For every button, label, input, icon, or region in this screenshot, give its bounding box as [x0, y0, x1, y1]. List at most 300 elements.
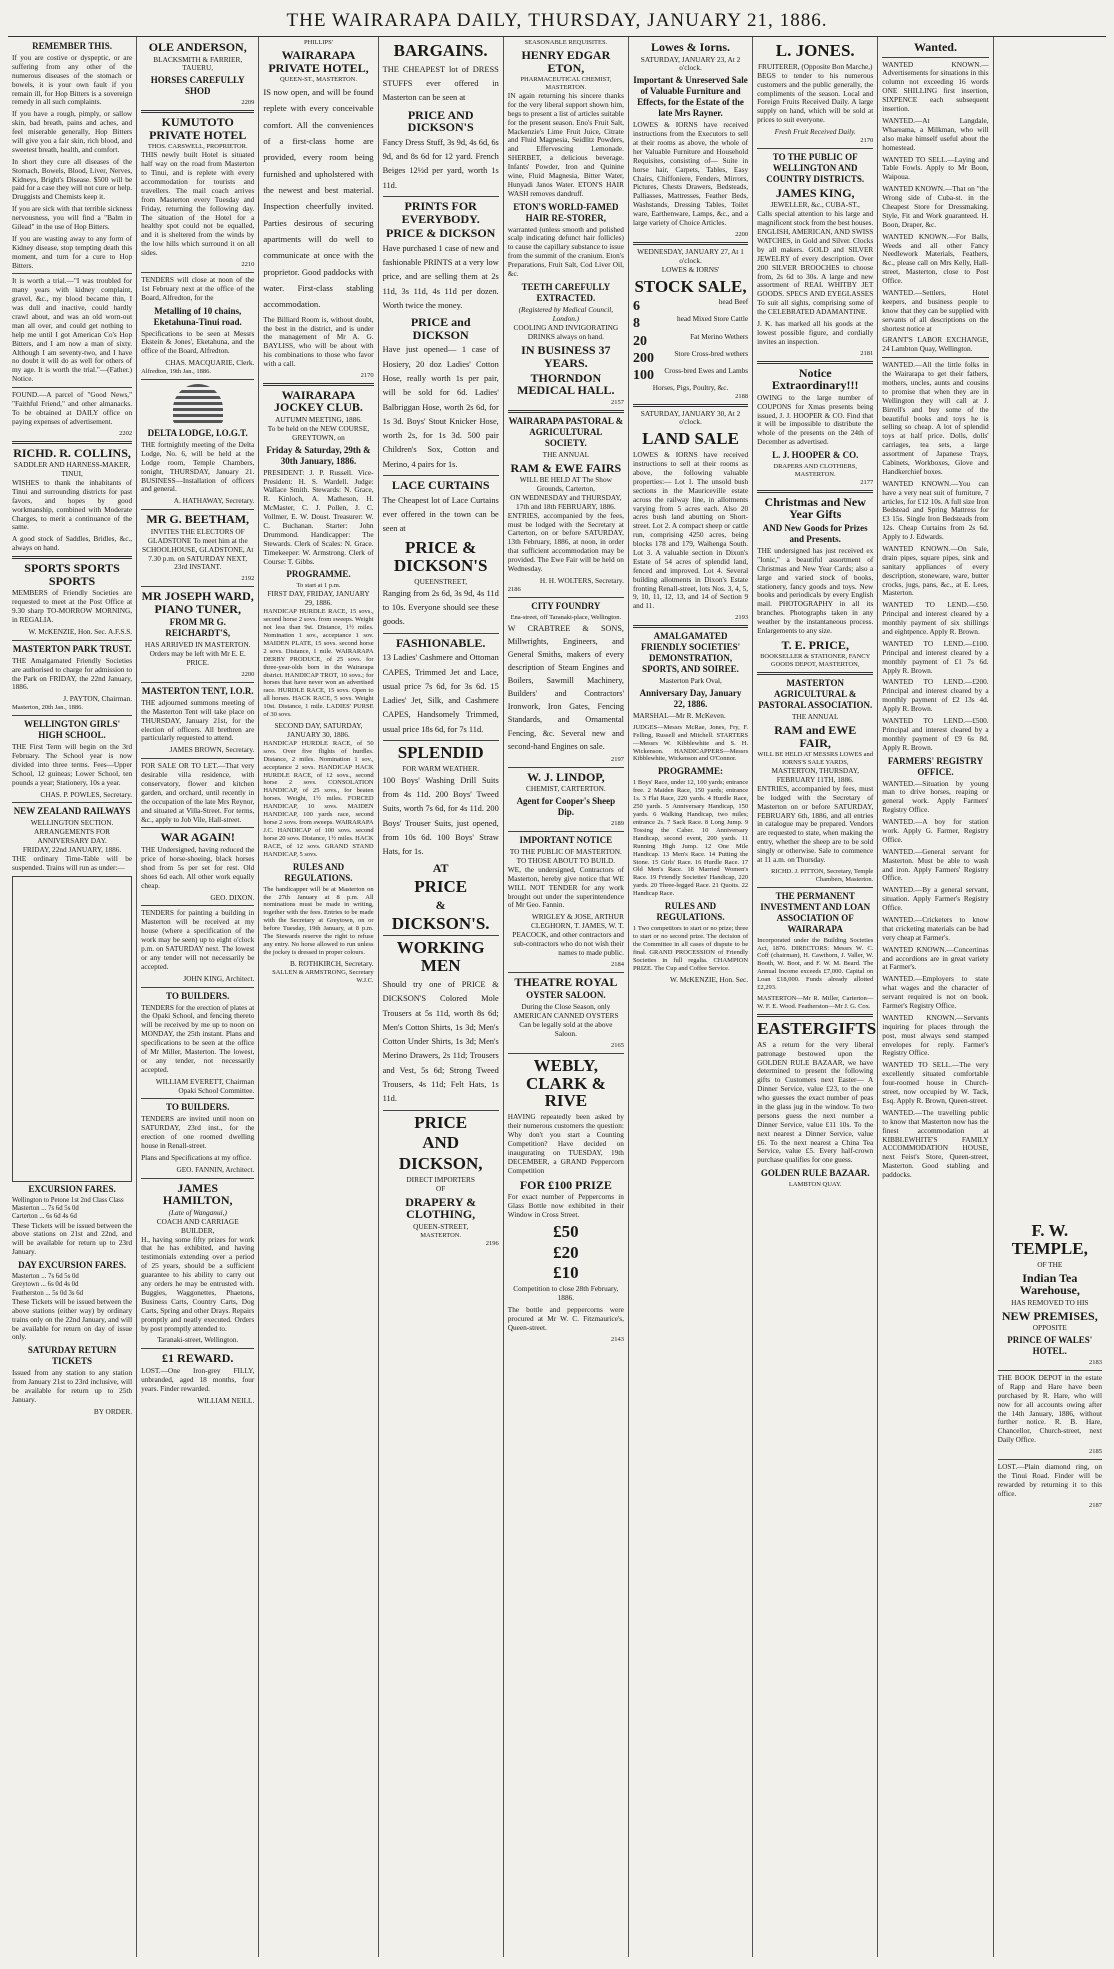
- wanted-3: WANTED TO SELL.—Laying and Table Fowls. Apply to Mr Boon, Waipoua.: [882, 154, 989, 182]
- annual-label: THE ANNUAL: [542, 449, 590, 459]
- railways-arrangements: ARRANGEMENTS FOR ANNIVERSARY DAY.: [34, 827, 111, 846]
- mapa-where: WILL BE HELD AT MESSRS LOWES and IORNS'S SALE YARDS,: [757, 751, 873, 767]
- notice-extraordinary-body: OWING to the large number of COUPONS for Xmas presents being issued, J. J. HOOPER & CO. Find that it will be impossible to distribute the whole of the presents on the 24th of December as advertised.: [757, 392, 874, 447]
- removed-label: HAS REMOVED TO HIS: [1011, 1297, 1089, 1307]
- stock-number: 2188: [735, 392, 749, 400]
- stock-row-5: [633, 367, 748, 384]
- land-sale-heading: LAND SALE: [642, 429, 739, 449]
- park-trust-body: THE Amalgamated Friendly Societies are authorised to charge for admission to the Park on FRIDAY, the 22nd January, 1886.: [12, 655, 133, 692]
- day-excursion-row-1: Masterton ... 7s 6d 5s 0d: [12, 1273, 79, 1281]
- golden-rule-address: LAMBTON QUAY.: [788, 1181, 842, 1189]
- foundry-address: Ena-street, off Taranaki-place, Wellington.: [510, 613, 622, 621]
- railways-section: WELLINGTON SECTION.: [30, 818, 114, 828]
- ward-heading: MR JOSEPH WARD, PIANO TUNER,: [141, 589, 254, 616]
- tender-heading: Metalling of 10 chains, Eketahuna-Tinui road.: [153, 305, 242, 327]
- hooper-heading: L. J. HOOPER & CO.: [772, 450, 859, 461]
- lindop-heading: W. J. LINDOP,: [527, 769, 605, 784]
- wanted-10: WANTED TO LEND.—£50. Principal and interest cleared by a monthly payment of six shillings and eightpence. Apply R. Brown.: [882, 600, 989, 637]
- wanted-11: WANTED TO LEND.—£100. Principal and interest cleared by a monthly payment of £1 7s 6d. Apply R. Brown.: [882, 638, 989, 675]
- railways-date: FRIDAY, 22nd JANUARY, 1886.: [22, 845, 122, 855]
- upper-blank: [998, 39, 1102, 1219]
- private-hotel-heading: WAIRARAPA PRIVATE HOTEL,: [268, 47, 369, 75]
- book-depot-number: 2185: [1088, 1448, 1102, 1456]
- ole-anderson-body: HORSES CAREFULLY SHOD: [150, 75, 245, 97]
- registered: (Registered by Medical Council, London.): [518, 304, 614, 323]
- xmas-body: THE undersigned has just received ex "Ionic," a beautiful assortment of Christmas and New Year Cards; also a large and varied stock of books, stationery, fancy goods and toys. New books and periodicals by every English mail. PHOTOGRAPHY in all its branches. Photographs taken in any weather by the instantaneous process. Enlargements to any size.: [757, 545, 874, 635]
- column-8: [878, 37, 993, 1957]
- stock-qty-200: 200: [632, 350, 654, 366]
- wanted-2: WANTED.—At Langdale, Whareama, a Milkman, who will also make himself useful about the homestead.: [882, 115, 989, 152]
- prince-of-wales: PRINCE OF WALES' HOTEL.: [1007, 1335, 1093, 1357]
- reward-signature: WILLIAM NEILL.: [197, 1395, 255, 1405]
- eton-body: IN again returning his sincere thanks for the very liberal support shown him, begs to present a list of articles suitable for the present season. Eno's Fruit Salt, Mackenzie's Lime Fruit Juice, Citrate and Fluid Magnesia, Seidlitz Powders, and Effervescing Lemonade. SHERBET, a delicious beverage. Infants' Powder, Iron and Quinine wine, Fluid Magnesia, Bitter Water, Hunyadi Janos Water. ETON'S HAIR WASH removes dandruff.: [507, 90, 624, 198]
- lindop-number: 2189: [610, 820, 624, 828]
- tent-body: THE adjourned summons meeting of the Masterton Tent will take place on THURSDAY, January 21st, for the election of officers. All brethren are particularly requested to attend.: [141, 697, 255, 743]
- war-body: THE Undersigned, having reduced the price of horse-shoeing, black horses shod from 5s per set for rest. Old shoes 6d each. All other work equally cheap.: [141, 845, 255, 890]
- price-dickson-items: Fancy Dress Stuff, 3s 9d, 4s 6d, 6s 9d, and 8s 6d for 12 yard. French Beiges 12½d per yard, worth 1s 11d.: [382, 137, 499, 190]
- stock-sale-heading: STOCK SALE,: [634, 276, 747, 296]
- webly-20: £20: [553, 1242, 579, 1262]
- excursion-row-1: Wellington to Petone 1st 2nd Class Class: [12, 1196, 124, 1204]
- wanted-12: WANTED TO LEND.—£200. Principal and interest cleared by a monthly payment of £2 13s 4d. Apply R. Brown.: [882, 677, 989, 714]
- golden-rule-bazaar: GOLDEN RULE BAZAAR.: [760, 1168, 870, 1179]
- ram-ewe-where: WILL BE HELD AT The Show Grounds, Carterton,: [519, 475, 612, 493]
- hosiery-body: Have just opened— 1 case of Hosiery, 20 doz Ladies' Cotton Hose, really worth 1s per pair, will be sold for 6d. Ladies' Balbriggan Hose, worth 2s 6d, for 1s 3d. Boys' Stout Knicker Hose, worth 2s, for 1s 3d. 500 pair Children's Sox, Cotton and Merino, 4 pairs for 1s.: [382, 345, 499, 469]
- james-king-sub: JEWELLER, &c., CUBA-ST.,: [770, 200, 860, 210]
- foundry-body: W CRABTREE & SONS, Millwrights, Engineers, and General Smiths, makers of every description of Steam Engines and Boilers, Sawmill Machinery, Builders' and Contractors' Ironwork, Iron Gates, Fencing Standards, and Ornamental Fencing, &c. Several new and second-hand Engines on sale.: [507, 623, 624, 751]
- jones-sub: FRUITERER, (Opposite Bon Marche,): [757, 61, 873, 71]
- james-king-body: Calls special attention to his large and magnificent stock from the best houses. ENGLISH, AMERICAN, AND SWISS WATCHES, in Gold and Silver. Clocks by all makers. GOLD and SILVER JEWELRY of every description. Over 200 SILVER BROOCHES to choose from, 2s 6d to 30s. A large and new assortment of REAL WHITBY JET GOODS. SPECS AND EYEGLASSES To suit all sights, comprising some of the CELEBRATED ADAMANTINE.: [757, 209, 874, 317]
- ole-anderson-trade: BLACKSMITH & FARRIER,: [153, 54, 243, 64]
- theatre-number: 2165: [610, 1041, 624, 1049]
- webly-number: 2143: [610, 1335, 624, 1343]
- eton-body-2: warranted (unless smooth and polished scalp indicating defunct hair follicles) to cause the capillary substance to issue from the summit of the cranium. Eton's Preparations, Fruit Salt, Cod Liver Oil, &c.: [507, 224, 624, 279]
- final-and: AND: [422, 1133, 460, 1153]
- ward-number: 2200: [241, 671, 255, 679]
- found-number: 2202: [119, 429, 133, 437]
- society-heading: WAIRARAPA PASTORAL & AGRICULTURAL SOCIETY.: [508, 415, 624, 448]
- price-dickson-2: PRICE & DICKSON: [386, 226, 496, 241]
- james-king-note: J. K. has marked all his goods at the lowest possible figure, and cordially invites an inspection.: [757, 318, 874, 346]
- new-premises: NEW PREMISES,: [1001, 1308, 1098, 1323]
- saturday-return-body: Issued from any station to any station from January 21st to 23rd inclusive, will be available for return up to 25th January.: [12, 1368, 133, 1404]
- amalgamated-date: Anniversary Day, January 22, 1886.: [639, 687, 742, 709]
- thorndon-number: 2157: [610, 398, 624, 406]
- xmas-sub: AND New Goods for Prizes and Presents.: [762, 523, 868, 544]
- collins-trade: SADDLER AND HARNESS-MAKER,: [13, 460, 131, 470]
- collins-stock: A good stock of Saddles, Bridles, &c., always on hand.: [12, 534, 133, 553]
- collins-heading: RICHD. R. COLLINS,: [13, 445, 131, 460]
- hop-bitters-text-1: If you are costive or dyspeptic, or are suffering from any other of the numerous diseases of the stomach or bowels, it is your own fault if you remain ill, for Hop Bitters is a sovereign remedy in all such complaints.: [12, 52, 133, 107]
- theatre-body: During the Close Season, only AMERICAN CANNED OYSTERS Can be legally sold at the above Saloon.: [513, 1002, 619, 1038]
- amp-label: &: [435, 897, 446, 912]
- railways-heading: NEW ZEALAND RAILWAYS: [13, 806, 131, 817]
- final-drapery: DRAPERY & CLOTHING,: [405, 1194, 477, 1222]
- at-label: AT: [432, 861, 449, 876]
- war-heading: WAR AGAIN!: [160, 830, 235, 845]
- jockey-signature: SALLEN & ARMSTRONG, Secretary W.J.C.: [272, 968, 374, 984]
- programme-time: To start at 1 p.m.: [296, 582, 341, 590]
- found-notice: FOUND.—A parcel of "Good News," "Faithful Friend," and other almanacks. To be obtained at DAILY office on paying expenses of advertisement.: [12, 390, 133, 426]
- girls-school-body: THE First Term will begin on the 3rd February. The School year is now divided into three terms. Fees—Upper School, 12 guineas; Lower School, ten pounds a year; Stationery, 10s a year.: [12, 742, 133, 787]
- excursion-row-2: Masterton ... 7s 6d 5s 0d: [12, 1204, 79, 1212]
- wanted-9: WANTED KNOWN.—On Sale, drain pipes, square pipes, sink and sanitary appliances of every description, stoneware, ware, butter crocks, jugs, pans, &c., at E. Lees, Masterton.: [882, 544, 989, 598]
- first-day-races: HANDICAP HURDLE RACE, 15 sovs., second horse 2 sovs. from sweeps. Weight not less than 9st. Distance, 1½ miles. Nomination 1 sov., acceptance 1 sov. MAIDEN PLATE, 15 sovs. second horse 2 sovs. Distance, 1 mile. WAIRARAPA DERBY PRODUCE, of 25 sovs. for three-year-olds born in the Wairarapa district. HANDICAP TROT, 10 sovs.; for horses that have never won an advertised race. HURDLE RACE, 15 sovs. Open to all horses. HACK RACE, 5 sovs. Weight 10st. Distance, 1 mile. LADIES' PURSE of 30 sovs.: [263, 608, 374, 719]
- amalgamated-programme: 1 Boys' Race, under 12, 100 yards; entrance free. 2 Maiden Race, 150 yards; entrance 1s. 3 Flat Race, 220 yards. 4 Hurdle Race, 250 yards. 5 Anniversary Handicap, 150 yards. 6 Walking Handicap, two miles; entrance 2s. 7 Sack Race. 8 Long Jump. 9 Tossing the Caber. 10 Anniversary Handicap, second event, 200 yards. 11 Running High Jump. 12 One Mile Handicap. 13 Men's Race. 14 Putting the Stone. 15 Girls' Race. 16 Hurdle Race. 17 Old Men's Race. 18 Married Women's Race. 19 Friendly Societies' Handicap, 220 yards. 20 Three-legged Race. 21 Quoits. 22 Handicap Race.: [632, 779, 749, 898]
- splendid-sub: FOR WARM WEATHER.: [402, 763, 480, 773]
- fashionable-heading: FASHIONABLE.: [395, 635, 486, 650]
- builders-signature: WILLIAM EVERETT, Chairman Opaki School Committee.: [155, 1076, 255, 1095]
- lowes-iorns-heading: Lowes & Iorns.: [651, 40, 731, 54]
- price-dickson-3: PRICE and DICKSON: [410, 315, 471, 342]
- excursion-heading: EXCURSION FARES.: [28, 1183, 116, 1194]
- stock-row-1: [633, 298, 748, 315]
- wanted-6b: GRANT'S LABOR EXCHANGE, 24 Lambton Quay, Wellington.: [882, 335, 989, 354]
- ram-ewe-signature: H. H. WOLTERS, Secretary.: [539, 575, 624, 585]
- ole-anderson-number: 2209: [241, 99, 255, 107]
- hamilton-address: Taranaki-street, Wellington.: [157, 1335, 239, 1345]
- ward-from: FROM MR G. REICHARDT'S,: [165, 617, 231, 639]
- indian-tea-heading: Indian Tea Warehouse,: [1019, 1270, 1080, 1298]
- price-bookseller-sub: BOOKSELLER & STATIONER, FANCY GOODS DEPOT, MASTERTON,: [760, 653, 871, 669]
- war-signature: GEO. DIXON.: [210, 892, 255, 902]
- mapa-signature: RICHD. J. PITTON, Secretary, Temple Chambers, Masterton.: [771, 867, 874, 883]
- hop-bitters-testimonial: It is worth a trial.—"I was troubled for many years with kidney complaint, gravel, &c., my blood became thin, I was dull and inactive, could hardly crawl about, and was an old worn-out man all over, and could get nothing to help me until I got American Co's Hop Bitters, and I am now a man of sixty. Although I am seventy-two, and I have no doubt it will do as well for others of my age. It is worth the trial."—(Father.) Notice.: [12, 276, 133, 384]
- stock-qty-8: 8: [632, 316, 640, 332]
- stock-text-6: head Beef: [718, 297, 749, 307]
- private-hotel-body: IS now open, and will be found replete with every conceivable comfort. All the conveniences of a first-class home are provided, every room being furnished and upholstered with the newest and best material. Inspection cheerfully invited. Parties desirous of securing apartments will do well to communicate at once with the proprietor. Good paddocks with water. First-class stabling accommodation.: [263, 87, 374, 310]
- wanted-17: WANTED.—By a general servant, situation. Apply Farmer's Registry Office.: [882, 885, 989, 913]
- important-notice-sub: TO THE PUBLIC OF MASTERTON.: [509, 847, 622, 857]
- land-sale-date: SATURDAY, JANUARY 30, At 2 o'clock.: [640, 408, 741, 427]
- columns: [8, 37, 1106, 1957]
- final-address: QUEEN-STREET,: [413, 1222, 469, 1232]
- tender-signature: CHAS. MACQUARIE, Clerk.: [165, 358, 255, 368]
- lace-body: The Cheapest lot of Lace Curtains ever offered in the town can be seen at: [382, 495, 499, 534]
- furniture-sale-number: 2200: [735, 230, 749, 238]
- sale-date: SATURDAY, JANUARY 23, At 2 o'clock.: [640, 54, 741, 73]
- amalgamated-rules: 1 Two competitors to start or no prize; three to start or no second prize. The decision of the Committee in all cases of dispute to be final. GRAND PROCESSION of Friendly Societies in full regalia. CHAMPION PRIZE. The Cup and Coffee Service.: [632, 925, 749, 972]
- land-sale-body: LOWES & IORNS have received instructions to sell at their rooms as above, the following valuable properties:— Lot 1. The unsold bush sections in the Mauriceville estate across the railway line, in allotments varying from 5 acres each. Also 20 acres bush land abutting on Short-street. Lot 2. A compact sheep or cattle run, comprising 4250 acres, being blocks 178 and 179, Waihenga South. Lot 3. A valuable section in Dixon's Estate of 54 acres of splendid land, fenced and improved. Lot 4. Several building allotments in Dixon's Estate fronting Renall-street, lots Nos. 3, 4, 5, 9, 10, 11, 12, 13, and 14 of Section 9 and 11.: [632, 450, 749, 611]
- rules-body: The handicapper will be at Masterton on the 27th January at 8 p.m. All nominations must be made in writing, together with the fees. Entries to be made with the Secretary at Greytown, on or before Tuesday, 19th January, at 8 p.m. The Stewards reserve the right to refuse any entry. No horse allowed to run unless the jockey is dressed in proper colours.: [263, 885, 374, 956]
- railways-body: THE ordinary Time-Table will be suspended. Trains will run as under:—: [12, 853, 133, 872]
- jones-fresh: Fresh Fruit Received Daily.: [774, 127, 856, 137]
- column-5: [504, 37, 629, 1957]
- jockey-club-dates: Friday & Saturday, 29th & 30th January, 1886.: [266, 444, 371, 466]
- theatre-sub: OYSTER SALOON.: [526, 990, 606, 1001]
- xmas-heading: Christmas and New Year Gifts: [764, 494, 866, 522]
- webly-10: £10: [553, 1263, 579, 1283]
- webly-bottom: The bottle and peppercorns were procured at Mr W. C. Fitzmaurice's, Queen-street.: [507, 1305, 624, 1332]
- reward-heading: £1 REWARD.: [162, 1351, 234, 1366]
- day-excursion-body: These Tickets will be issued between the above stations (either way) by ordinary trains only on the 22nd January, and will be available for return on day of issue only.: [12, 1296, 133, 1342]
- amalgamated-programme-heading: PROGRAMME:: [658, 766, 724, 777]
- cooling-drinks: COOLING AND INVIGORATING DRINKS always on hand.: [513, 322, 619, 341]
- masthead: [8, 6, 1106, 37]
- wanted-13: WANTED TO LEND.—£500. Principal and interest cleared by a monthly payment of £9 6s 8d. Apply R. Brown.: [882, 716, 989, 752]
- furniture-sale-body: LOWES & IORNS have received instructions from the Executors to sell at their rooms as above, the whole of her Valuable Furniture and Household Requisites, consisting of— Suite in horse hair, Carpets, Tables, Easy Chairs, Chiffoniere, Fenders, Mirrors, Pictures, Chests Drawers, Bedsteads, Palliasses, Mattresses, Feather Beds, Washstands, Dressing Tables, Toilet ware, Earthenware, Lamps, &c., and a large variety of Choice Articles.: [632, 120, 749, 228]
- bargains-body: THE CHEAPEST lot of DRESS STUFFS ever offered in Masterton can be seen at: [382, 64, 499, 103]
- wanted-14: WANTED.—Situation by young man to drive horses, reaping or general work. Apply Farmers' Registry Office.: [882, 778, 989, 815]
- second-day-races: HANDICAP HURDLE RACE, of 50 sovs. Over five flights of hurdles. Distance, 2 miles. Nomination 1 sov., acceptance 2 sovs. HANDICAP HACK HURDLE RACE, of 12 sovs., second horse 2 sovs. CONSOLATION HANDICAP, of 25 sovs., for beaten horses. Weight, 1½ miles. FORCED HANDICAP, 10 sovs. MAIDEN HANDICAP, 100 yards race, second horse 2 sovs. from sweeps. WAIRARAPA J.C. HANDICAP of 100 sovs. second horse 20 sovs. Distance, 1½ miles. HACK RACE, of 12 sovs. GRAND STAND HANDICAP, 5 sovs.: [263, 739, 374, 858]
- stock-text-100: Cross-bred Ewes and Lambs: [664, 365, 749, 375]
- webly-body: HAVING repeatedly been asked by their numerous customers the question: Why don't you start a Counting Competition? Have decided on inaugurating on TUESDAY, 19th DECEMBER, a GRAND Peppercorn Competition: [507, 1112, 624, 1175]
- jones-heading: L. JONES.: [775, 41, 855, 60]
- private-hotel-address: QUEEN-ST., MASTERTON.: [279, 76, 357, 84]
- price-dicksons-body: Ranging from 2s 6d, 3s 9d, 4s 11d to 10s. Everyone should see these goods.: [382, 588, 499, 627]
- teeth-heading: TEETH CAREFULLY EXTRACTED.: [521, 281, 611, 303]
- builders-2-body: TENDERS are invited until noon on SATURDAY, 23rd inst., for the erection of one roomed dwelling house in Renall-street.: [141, 1114, 255, 1151]
- builders-body: TENDERS for the erection of plates at the Opaki School, and fencing thereto will be received by me up to noon on MONDAY, the 25th instant. Plans and specifications to be seen at the office of Mr Miller, Masterton. The lowest, or any tender, not necessarily accepted.: [141, 1002, 255, 1074]
- ram-ewe-dates: ON WEDNESDAY and THURSDAY, 17th and 18th FEBRUARY, 1886.: [510, 492, 622, 511]
- jockey-club-where: To be held on the NEW COURSE, GREYTOWN, on: [267, 423, 370, 442]
- fashionable-body: 13 Ladies' Cashmere and Ottoman CAPES, Trimmed Jet and Lace, usual price 7s 6d, for 3s 6d. 15 Ladies' Jet, Silk, and Cashmere CAPES, Handsomely Trimmed, usual price 18s 6d, for 7s 11d.: [382, 653, 499, 734]
- paper-title: THE WAIRARAPA DAILY,: [286, 10, 523, 31]
- tender-painting-body: TENDERS for painting a building in Masterton will be received at my house (where a specification of the work may be seen) up to eight o'clock p.m. on SATURDAY next. The lowest or any tender will not necessarily be accepted.: [141, 908, 255, 971]
- final-dickson: DICKSON,: [398, 1154, 483, 1174]
- eton-heading-2: ETON'S WORLD-FAMED HAIR RE-STORER,: [513, 201, 619, 223]
- ram-ewe-number: 2186: [507, 585, 521, 593]
- stock-qty-6: 6: [632, 299, 640, 315]
- foundry-number: 2197: [610, 755, 624, 763]
- column-3: [259, 37, 378, 1957]
- wanted-heading: Wanted.: [913, 40, 957, 54]
- wanted-4: WANTED KNOWN.—That on "the Wrong side of Cuba-st. in the Cheapest Store for Dressmaking. Style, Fit and Work guaranteed. H. Boon, Draper, &c.: [882, 184, 989, 229]
- column-9: [994, 37, 1106, 1957]
- second-day-heading: SECOND DAY, SATURDAY, JANUARY 30, 1886.: [274, 721, 363, 739]
- column-7: [753, 37, 878, 1957]
- webly-close: Competition to close 28th February, 1886.: [513, 1284, 619, 1303]
- day-excursion-heading: DAY EXCURSION FARES.: [18, 1260, 127, 1271]
- jockey-club-officers: PRESIDENT: J. P. Russell. Vice-President: H. S. Wardell. Judge: Wallace Smith. Stewards: N. Grace, R. Kinloch, A. Matheson, H. McMaster, C. J. Pollen, J. C. Vollmer, E. W. Doust. Treasurer: W. C. Buchanan. Starter: John Drummond. Handicapper: The Stewards. Clerk of Scales: N. Grace. Timekeeper: W. Armstrong. Clerk of Course: T. Gibbs.: [263, 467, 374, 566]
- by-order: BY ORDER.: [93, 1406, 133, 1416]
- mapa-heading: MASTERTON AGRICULTURAL & PASTORAL ASSOCIATION.: [758, 678, 873, 711]
- hop-bitters-text-2: If you have a rough, pimply, or sallow skin, bad breath, pains and aches, and feel miserable generally, Hop Bitters will give you a fair skin, rich blood, and sweetest breath, health, and comfort.: [12, 109, 133, 154]
- price-dickson-heading: PRICE AND DICKSON'S: [407, 107, 474, 135]
- price-dicksons-address: QUEENSTREET,: [414, 577, 468, 587]
- mapa-annual: THE ANNUAL: [792, 712, 839, 722]
- builders-2-heading: TO BUILDERS.: [166, 1102, 230, 1113]
- lindop-sub: CHEMIST, CARTERTON.: [525, 784, 606, 794]
- wanted-15: WANTED.—A boy for station work. Apply G. Farmer, Registry Office.: [882, 817, 989, 844]
- tent-signature: JAMES BROWN, Secretary.: [169, 745, 255, 755]
- for-sale-body: FOR SALE OR TO LET.—That very desirable villa residence, with conservatory, flower and kitchen garden, and orchard, until recently in the occupation of the late Mrs Reynor, and situated at Villa-Street. For terms, &c., apply to Job Vile, Hall-street.: [141, 761, 255, 824]
- foundry-heading: CITY FOUNDRY: [531, 600, 601, 611]
- prints-body: Have purchased 1 case of new and fashionable PRINTS at a very low price, and are selling them at 2s 11d, 3s 11d, 4s 11d per dozen. Worth twice the money.: [382, 243, 499, 310]
- lindop-agent: Agent for Cooper's Sheep Dip.: [516, 796, 616, 818]
- park-trust-signature: J. PAYTON, Chairman.: [63, 694, 133, 704]
- final-direct: DIRECT IMPORTERS: [406, 1175, 475, 1185]
- stock-text-20: Fat Merino Wethers: [690, 331, 749, 341]
- jockey-secretary: B. ROTHKIRCH, Secretary.: [289, 958, 374, 968]
- working-men-heading: WORKING MEN: [396, 938, 485, 976]
- delta-lodge-signature: A. HATHAWAY, Secretary.: [173, 496, 255, 506]
- sports-heading: SPORTS SPORTS SPORTS: [24, 561, 120, 588]
- column-1: [8, 37, 137, 1957]
- hamilton-body: H., having some fifty prizes for work that he has exhibited, and having testimonials extending over a period of 25 years, should be a sufficient guarantee to his ability to carry out any orders he may be entrusted with. Buggies, Waggonettes, Phaetons, Business Carts, Country Carts, Dog Carts, Spring and other Drays. Repairs promptly and neatly executed. Orders by post promptly attended to.: [141, 1234, 255, 1333]
- important-notice-signatures: WRIGLEY & JOSE, ARTHUR CLEGHORN, T. JAMES, W. T. PEACOCK, and other contractors and sub-contractors who do not wish their names to made public.: [512, 912, 624, 957]
- wanted-6: WANTED.—Settlers, Hotel keepers, and business people to know that they can be supplied with servants of all descriptions on the shortest notice at: [882, 287, 989, 333]
- important-notice-number: 2184: [610, 960, 624, 968]
- wanted-23: WANTED.—The travelling public to know that Masterton now has the finest accommodation at KIBBLEWHITE'S FAMILY ACCOMMODATION HOUSE, next Feist's Store, Queen-street, Masterton. Good stabling and paddocks.: [882, 1107, 989, 1180]
- ram-ewe-heading: RAM & EWE FAIRS: [510, 460, 622, 475]
- hamilton-heading: JAMES HAMILTON,: [162, 1180, 233, 1208]
- hop-bitters-text-4: If you are sick with that terrible sickness nervousness, you will find a "Balm in Gilead" in the use of Hop Bitters.: [12, 204, 133, 231]
- important-notice-heading: IMPORTANT NOTICE: [519, 835, 613, 846]
- wanted-5: WANTED KNOWN.—For Balls, Weeds and all other Fancy Needlework Materials, Feathers, &c., please call on Mrs Kelly, Hall-street, Masterton, close to Post Office.: [882, 231, 989, 286]
- kumutoto-body: THIS newly built Hotel is situated half way on the road from Masterton to Tinui, and is replete with every accommodation for tourists and travellers. The mail coach arrives from Masterton every Tuesday and Friday, returning the following day. The situation of the Hotel for a healthy spot could not be equalled, and it is sheltered from the winds by the low hills which surround it on all sides.: [141, 150, 255, 258]
- webly-50: £50: [553, 1221, 579, 1241]
- temple-of: OF THE: [1037, 1259, 1063, 1269]
- ram-ewe-body: ENTRIES, accompanied by the fees, must be lodged with the Secretary at Carterton, on or before SATURDAY, 13th February, 1886, at noon, in order that sufficient accommodation may be provided. The Ewe Fair will be held on Wednesday.: [507, 510, 624, 574]
- amalgamated-signature: W. McKENZIE, Hon. Sec.: [669, 974, 749, 984]
- saturday-return-heading: SATURDAY RETURN TICKETS: [27, 1345, 117, 1367]
- jones-body: BEGS to tender to his numerous customers and the public generally, the compliments of the season. Local and Foreign Fruits Received Daily. A large supply on hand, which will be sold at prices to suit everyone.: [757, 70, 874, 125]
- permanent-body: Incorporated under the Building Societies Act, 1876. DIRECTORS: Messrs W. C. Coff (chairman), H. Cawthorn, J. Valler, W. Booth, W. Boot, and F. W. M. Beard. The Annual Income exceeds £7,000. Capital on Loan £18,000. Funds already allotted £2,293.: [757, 936, 874, 992]
- jones-number: 2170: [860, 136, 874, 144]
- beetham-number: 2192: [241, 575, 255, 583]
- park-trust-date: Masterton, 20th Jan., 1886.: [12, 704, 83, 712]
- hop-bitters-text-5: If you are wasting away to any form of Kidney disease, stop tempting death this moment, and turn for a cure to Hop Bitters.: [12, 233, 133, 270]
- amalgamated-park: Masterton Park Oval,: [659, 676, 722, 686]
- furniture-sale-heading: Important & Unreserved Sale of Valuable Furniture and Effects, for the Estate of the late Mrs Rayner.: [633, 75, 748, 119]
- column-6: [629, 37, 753, 1957]
- webly-body-2: For exact number of Peppercorns in Glass Bottle now exhibited in their Window in Cross Street.: [507, 1192, 624, 1219]
- day-excursion-row-2: Greytown ... 6s 0d 4s 0d: [12, 1281, 79, 1289]
- prints-heading: PRINTS FOR EVERYBODY.: [401, 199, 480, 226]
- eastergifts-heading: EASTERGIFTS: [757, 1018, 877, 1038]
- stock-sale-date: WEDNESDAY, JANUARY 27, At 1 o'clock.: [637, 246, 744, 265]
- tender-painting-signature: JOHN KING, Architect.: [183, 973, 255, 983]
- lost-ring-number: 2187: [1088, 1501, 1102, 1509]
- mapa-date: MASTERTON, THURSDAY, FEBRUARY 11TH, 1886.: [771, 766, 859, 785]
- delta-lodge-body: THE fortnightly meeting of the Delta Lodge, No. 6, will be held at the Lodge room, Temple Chambers, tonight, THURSDAY, January 21. BUSINESS—Installation of officers and general.: [141, 440, 255, 494]
- business-heading: IN BUSINESS 37 YEARS.: [521, 343, 611, 371]
- train-table: [12, 876, 132, 1182]
- amalgamated-heading: AMALGAMATED FRIENDLY SOCIETIES' DEMONSTRATION, SPORTS, AND SOIREE.: [640, 631, 741, 675]
- lost-ring: LOST.—Plain diamond ring, on the Tinui Road. Finder will be rewarded by returning it to this office.: [997, 1462, 1102, 1498]
- important-notice-sub-2: TO THOSE ABOUT TO BUILD.: [516, 855, 616, 865]
- opposite-label: OPPOSITE: [1032, 1323, 1067, 1333]
- column-2: [137, 37, 259, 1957]
- webly-heading: WEBLY, CLARK & RIVE: [525, 1055, 606, 1111]
- column-4: [379, 37, 504, 1957]
- final-town: MASTERTON.: [420, 1231, 462, 1239]
- eton-heading: HENRY EDGAR ETON,: [521, 47, 611, 75]
- stock-qty-100: 100: [632, 367, 654, 383]
- notice-extraordinary-heading: Notice Extraordinary!!!: [771, 365, 859, 393]
- private-hotel-note: The Billiard Room is, without doubt, the best in the district, and is under the management of Mr A. G. BAYLISS, who will be about with his combinations to those who favor with a call.: [263, 314, 374, 369]
- eton-sub: PHARMACEUTICAL CHEMIST, MASTERTON.: [520, 76, 612, 92]
- delta-lodge-heading: DELTA LODGE, I.O.G.T.: [147, 428, 248, 439]
- phillips-header: PHILLIPS': [303, 39, 333, 46]
- lace-heading: LACE CURTAINS: [391, 477, 490, 492]
- book-depot: THE BOOK DEPOT in the estate of Rapp and Hare have been purchased by R. Hare, who will now for all accounts owing after the 14th January, 1886, without further notice. R. B. Hare, Chancellor, Church-street, next Daily Office.: [997, 1373, 1102, 1445]
- girls-school-heading: WELLINGTON GIRLS' HIGH SCHOOL.: [23, 719, 121, 741]
- remember-heading: REMEMBER THIS.: [32, 41, 112, 51]
- theatre-heading: THEATRE ROYAL: [514, 974, 618, 989]
- temple-number: 2183: [1088, 1359, 1102, 1367]
- james-king-heading: JAMES KING,: [775, 185, 855, 200]
- wanted-20: WANTED.—Employers to state what wages and the character of servant required is not on book. Farmer's Registry Office.: [882, 974, 989, 1011]
- reward-body: LOST.—One Iron-grey FILLY, unbranded, aged 18 months, four years. Finder rewarded.: [141, 1365, 255, 1393]
- beetham-body: INVITES THE ELECTORS OF GLADSTONE To meet him at the SCHOOLHOUSE, GLADSTONE, At 7.30 p.m. on SATURDAY NEXT, 23rd INSTANT.: [142, 526, 254, 572]
- builders-2-spec: Plans and Specifications at my office.: [141, 1152, 252, 1162]
- day-excursion-row-3: Featherston ... 5s 0d 3s 6d: [12, 1289, 83, 1297]
- temple-heading: F. W. TEMPLE,: [1011, 1221, 1088, 1258]
- collins-body: WISHES to thank the inhabitants of Tinui and surrounding districts for past favors, and hopes by good workmanship, combined with Moderate Charges, to merit a continuance of the same.: [12, 478, 133, 532]
- permanent-agents: MASTERTON—Mr R. Miller, Carterton—W. F. E. Wood. Featherston—Mr J. G. Cox.: [757, 995, 874, 1011]
- kumutoto-number: 2210: [241, 261, 255, 269]
- tent-heading: MASTERTON TENT, I.O.R.: [141, 685, 254, 696]
- final-price: PRICE: [414, 1112, 468, 1132]
- seasonable-heading: SEASONABLE REQUISITES.: [524, 39, 608, 46]
- splendid-heading: SPLENDID: [397, 743, 484, 763]
- hooper-number: 2177: [860, 478, 874, 486]
- wanted-19: WANTED KNOWN.—Concertinas and accordions are in great variety at Farmer's.: [882, 944, 989, 972]
- wanted-1: WANTED KNOWN.—Advertisements for situations in this column not exceeding 16 words ONE SHILLING first insertion, SIXPENCE each subsequent insertion.: [882, 59, 989, 114]
- wellington-public-heading: TO THE PUBLIC OF WELLINGTON AND COUNTRY DISTRICTS.: [766, 151, 865, 184]
- stock-text-200: Store Cross-bred wethers: [674, 348, 749, 358]
- land-sale-number: 2193: [735, 614, 749, 622]
- dicksons-label: DICKSON'S.: [391, 913, 490, 933]
- first-day-heading: FIRST DAY, FRIDAY, JANUARY 29, 1886.: [267, 589, 370, 608]
- jockey-club-sub: AUTUMN MEETING, 1886.: [275, 415, 362, 425]
- bargains-heading: BARGAINS.: [393, 41, 488, 60]
- price-dicksons-heading: PRICE & DICKSON'S: [393, 538, 488, 576]
- programme-heading: PROGRAMME.: [286, 569, 351, 580]
- jockey-club-heading: WAIRARAPA JOCKEY CLUB.: [274, 387, 363, 415]
- stock-horses: Horses, Pigs, Poultry, &c.: [652, 382, 729, 392]
- james-king-number: 2181: [860, 349, 874, 357]
- wanted-21: WANTED KNOWN.—Servants inquiring for places through the post, must always send stamped envelopes for reply. Farmer's Registry Office.: [882, 1012, 989, 1058]
- builders-heading: TO BUILDERS.: [166, 990, 230, 1001]
- masthead-year: 1886.: [779, 10, 828, 31]
- beetham-heading: MR G. BEETHAM,: [146, 512, 250, 527]
- final-of: OF: [436, 1183, 446, 1193]
- farmers-registry-heading: FARMERS' REGISTRY OFFICE.: [887, 755, 984, 777]
- rules-heading: RULES AND REGULATIONS.: [284, 861, 353, 883]
- collins-town: TINUI,: [61, 469, 83, 479]
- thorndon-hall: THORNDON MEDICAL HALL.: [517, 370, 615, 398]
- wanted-22: WANTED TO SELL.—The very excellently situated comfortable four-roomed house in Church-street, now occupied by W. Tack, Esq. Apply R. Brown, Queen-street.: [882, 1060, 989, 1105]
- hooper-sub: DRAPERS AND CLOTHIERS, MASTERTON.: [773, 463, 858, 478]
- wanted-16: WANTED.—General servant for Masterton. Must be able to wash and iron. Apply Farmers' Registry Office.: [882, 846, 989, 883]
- private-hotel-number: 2170: [360, 371, 374, 379]
- stock-sale-firm: LOWES & IORNS': [661, 264, 720, 274]
- splendid-body: 100 Boys' Washing Drill Suits from 4s 11d. 200 Boys' Tweed Suits, worth 7s 6d, for 4s 11d. 200 Boys' Trouser Suits, just opened, from 10s 6d. 100 Boys' Straw Hats, for 1s.: [382, 775, 499, 857]
- hamilton-trade: COACH AND CARRIAGE BUILDER,: [156, 1216, 239, 1235]
- amalgamated-marshal: MARSHAL—Mr R. McKeven.: [632, 710, 726, 720]
- hamilton-sub: (Late of Wanganui,): [168, 1207, 227, 1217]
- price-bookseller-heading: T. E. PRICE,: [781, 637, 849, 652]
- excursion-row-3: Carterton ... 6s 6d 4s 6d: [12, 1213, 77, 1221]
- stock-row-2: [633, 315, 748, 332]
- stock-text-8: head Mixed Store Cattle: [676, 314, 749, 324]
- builders-2-signature: GEO. FANNIN, Architect.: [176, 1164, 255, 1174]
- eastergifts-body: AS a return for the very liberal patronage bestowed upon the GOLDEN RULE BAZAAR, we have determined to present the following gifts to Customers next Easter— A Dinner Service, value £23, to the one who guesses the exact number of peas in the glass jug in the window. To two persons guess the next number a Dinner Service, value £11 10s. To the next nearest a Dinner Service, value £6. To the next nearest a China Tea Service, value £5. Every half-crown purchase qualifies for one guess.: [757, 1039, 874, 1165]
- stock-row-4: [633, 350, 748, 367]
- webly-prize: FOR £100 PRIZE: [519, 1177, 612, 1192]
- stock-qty-20: 20: [632, 333, 647, 349]
- ole-anderson-heading: OLE ANDERSON,: [148, 40, 247, 54]
- girls-school-signature: CHAS. P. POWLES, Secretary.: [40, 789, 133, 799]
- final-number: 2196: [485, 1239, 499, 1247]
- sports-body: MEMBERS of Friendly Societies are requested to meet at the Post Office at 9.30 sharp TO-MORROW MORNING, in REGALIA.: [12, 588, 133, 624]
- masthead-date: JANUARY 21,: [647, 10, 774, 31]
- working-men-body: Should try one of PRICE & DICKSON'S Colored Mole Trousers at 5s 11d, worth 8s 6d; Men's Cotton Shirts, 1s 3d; Men's Cotton Under Shirts, 1s 3d; Men's Merino Drawers, 2s 11d; Trousers and Vest, 5s 6d; Strong Tweed Trousers, 4s 11d; Felt Hats, 1s 11d.: [382, 980, 499, 1104]
- park-trust-heading: MASTERTON PARK TRUST.: [12, 643, 132, 654]
